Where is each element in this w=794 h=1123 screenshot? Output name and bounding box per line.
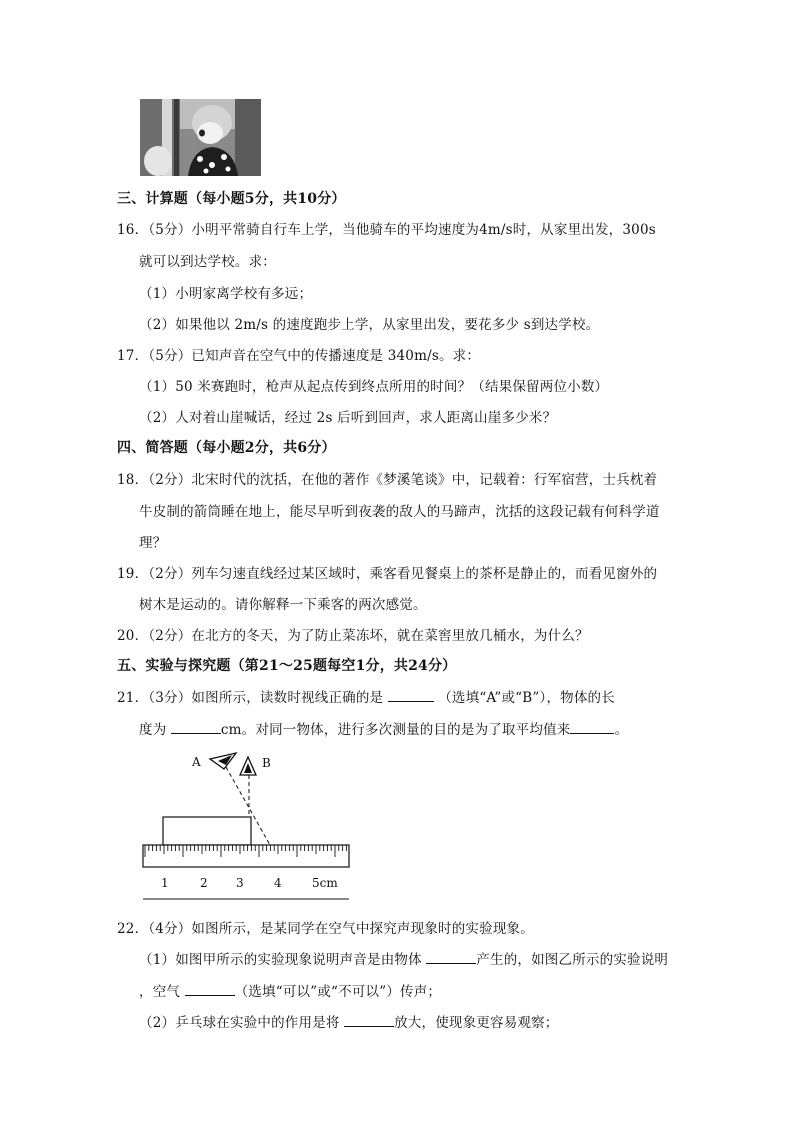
ruler-label-1: 1 [161,876,169,890]
question-21-line-1 [117,686,615,706]
section-title-experiment: 五、实验与探究题（第21～25题每空1分，共24分） [117,658,457,674]
question-22-text-a: （1）如图甲所示的实验现象说明声音是由物体 [139,952,422,968]
question-21-text-e: 。 [614,722,629,738]
question-16-part-2: （2）如果他以 2m/s 的速度跑步上学，从家里出发，要花多少 s到达学校。 [139,317,600,333]
ruler-body [143,845,349,867]
section-title-short-answer: 四、简答题（每小题2分，共6分） [117,440,336,456]
ruler-label-2: 2 [200,876,208,890]
label-a: A [192,755,201,769]
question-22-text-e: （2）乒乓球在实验中的作用是将 [139,1015,340,1031]
question-21-text-b: （选填“A”或“B”），物体的长 [438,690,615,706]
question-16-line-1: 16．（5分）小明平常骑自行车上学，当他骑车的平均速度为4m/s时，从家里出发，300s [117,222,656,238]
question-22-line-1: 22．（4分）如图所示，是某同学在空气中探究声现象时的实验现象。 [117,921,534,937]
question-21-line-2 [139,718,628,738]
eye-b-icon [240,757,256,775]
answer-blank-22-1[interactable] [426,951,476,964]
question-22-part-1 [139,948,668,968]
ruler-label-5: 5cm [312,876,338,890]
question-20-line-1: 20．（2分）在北方的冬天，为了防止菜冻坏，就在菜窖里放几桶水，为什么？ [117,628,589,644]
question-22-part-2 [139,1011,559,1031]
answer-blank-21-2[interactable] [171,721,221,734]
section-title-calculation: 三、计算题（每小题5分，共10分） [117,191,346,207]
answer-blank-21-1[interactable] [388,689,434,702]
question-17-line-1: 17．（5分）已知声音在空气中的传播速度是 340m/s。求： [117,348,481,364]
label-b: B [262,756,271,770]
eye-a-icon [210,753,236,769]
answer-blank-22-3[interactable] [344,1014,394,1027]
question-18-line-2: 牛皮制的箭筒睡在地上，能尽早听到夜袭的敌人的马蹄声，沈括的这段记载有何科学道 [139,504,660,520]
answer-blank-22-2[interactable] [185,983,235,996]
question-22-text-c: ，空气 [139,984,181,1000]
question-17-part-1: （1）50 米赛跑时，枪声从起点传到终点所用的时间？（结果保留两位小数） [139,379,609,395]
question-17-part-2: （2）人对着山崖喊话，经过 2s 后听到回声，求人距离山崖多少米？ [139,410,557,426]
question-16-part-1: （1）小明家离学校有多远； [139,286,313,302]
question-22-text-d: （选填“可以”或“不可以”）传声； [234,984,442,1000]
question-22-text-f: 放大，使现象更容易观察； [394,1015,559,1031]
photo-child-shouting [140,99,261,176]
question-19-line-1: 19．（2分）列车匀速直线经过某区域时，乘客看见餐桌上的茶杯是静止的，而看见窗外的 [117,566,658,582]
question-21-text-c: 度为 [139,722,167,738]
ruler-label-4: 4 [274,876,282,890]
question-18-line-3: 理？ [139,535,167,551]
question-18-line-1: 18．（2分）北宋时代的沈括，在他的著作《梦溪笔谈》中，记载着：行军宿营，士兵枕着 [117,472,658,488]
question-21-text-a: 21．（3分）如图所示，读数时视线正确的是 [117,690,384,706]
question-22-text-b: 产生的，如图乙所示的实验说明 [476,952,669,968]
question-21-text-d: cm。对同一物体，进行多次测量的目的是为了取平均值来 [220,722,571,738]
question-19-line-2: 树木是运动的。请你解释一下乘客的两次感觉。 [139,597,427,613]
ruler-label-3: 3 [236,876,244,890]
measured-block [163,817,251,845]
answer-blank-21-3[interactable] [570,721,614,734]
ruler-figure [140,745,352,905]
question-16-line-2: 就可以到达学校。求： [139,254,276,270]
question-22-part-1-cont [139,980,441,1000]
